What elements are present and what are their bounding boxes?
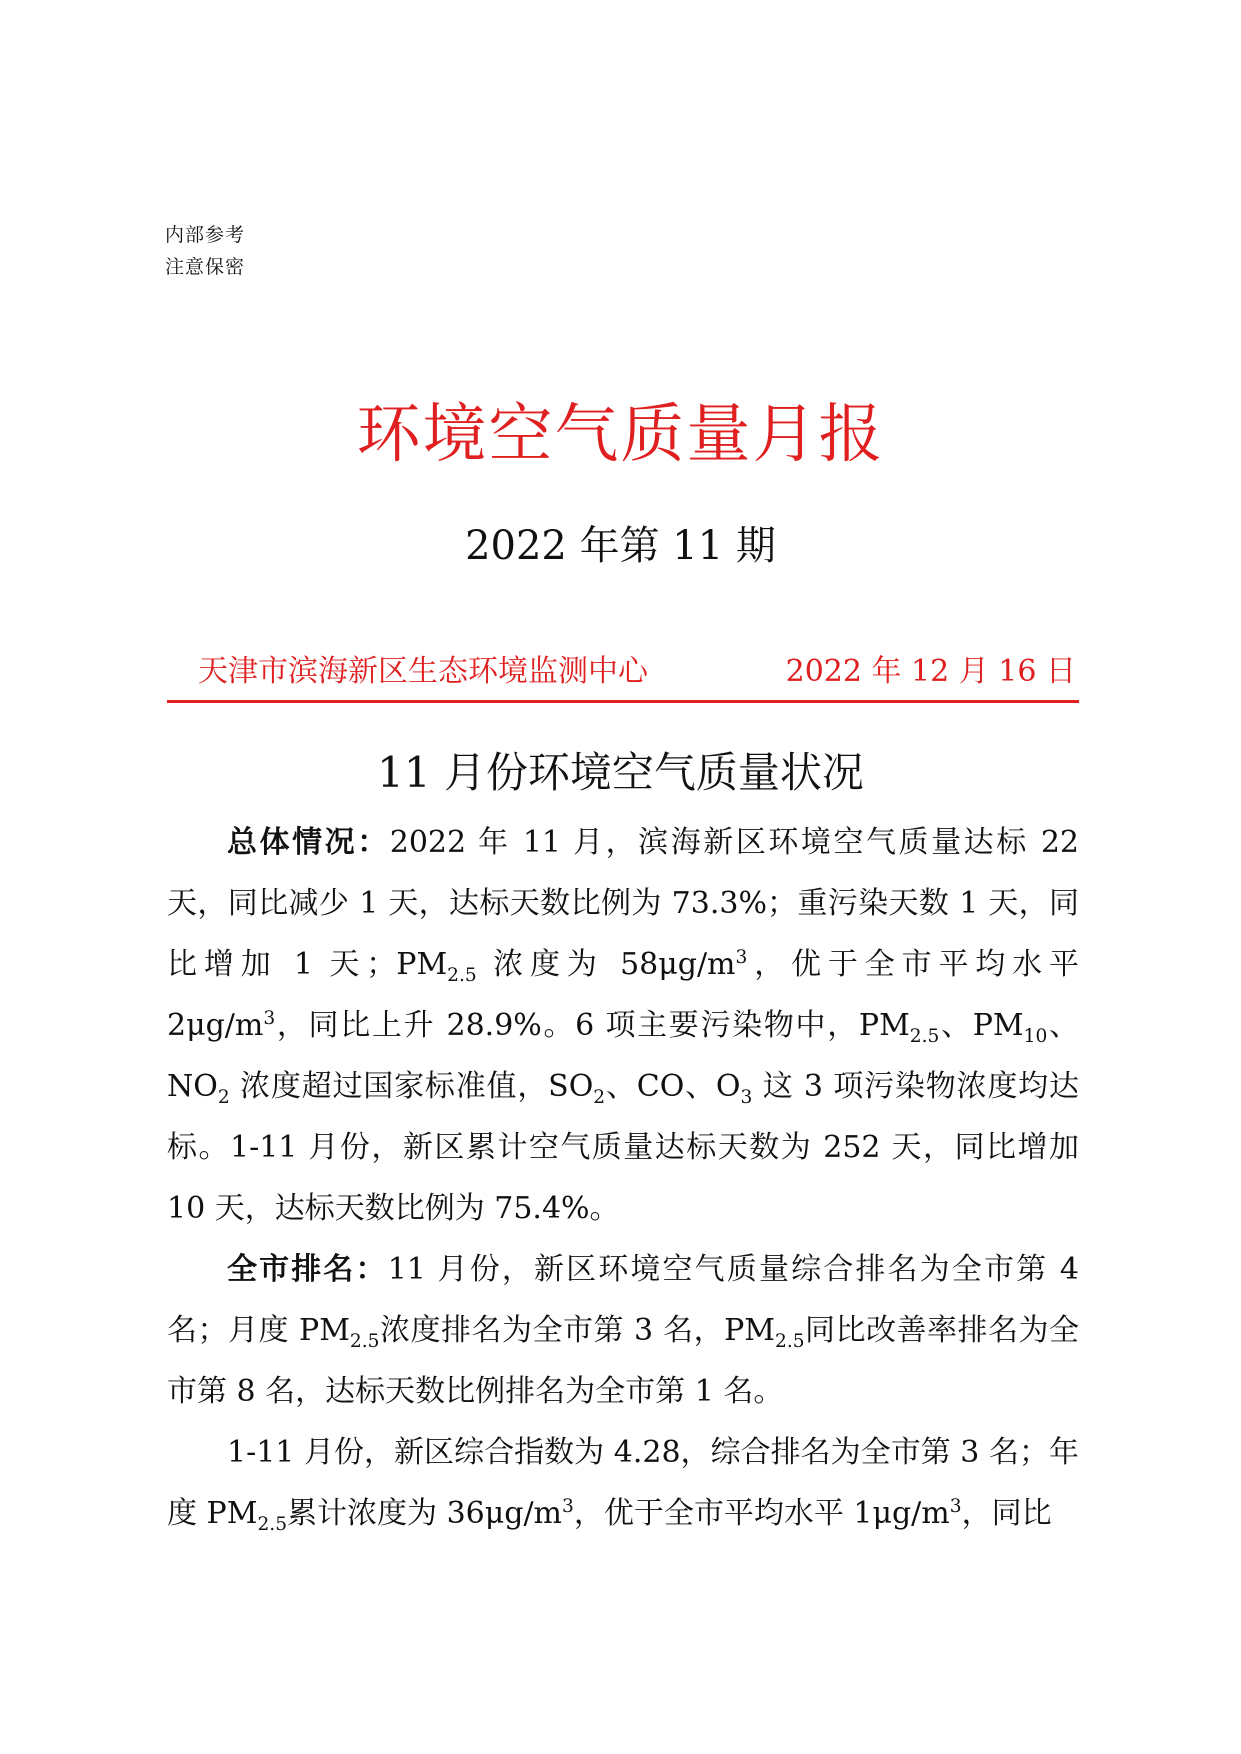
overall-paragraph: 总体情况：2022 年 11 月，滨海新区环境空气质量达标 22 天，同比减少 1 天，达标天数比例为 73.3%；重污染天数 1 天，同比增加 1 天；$PM_{2.5}$ 浓度为 $58\mu g/m^3$，优于全市平均水平 $2\mu g/m^3$，同比上升 28.9%。6 项主要污染物中，$PM_{2.5}$、$PM_{10}$、$NO_2$ 浓度超过国家标准值，$SO_2$、CO、$O_3$ 这 3 项污染物浓度均达标。1-11 月份，新区累计空气质量达标天数为 252 天，同比增加 10 天，达标天数比例为 75.4%。 (167, 825, 1080, 1226)
section-title: 11 月份环境空气质量状况 (377, 748, 864, 797)
confidential-notice-line1: 内部参考 (165, 224, 246, 246)
issue-number: 2022 年第 11 期 (465, 523, 776, 569)
report-body (167, 812, 1079, 1544)
confidential-notice-line2: 注意保密 (165, 256, 246, 278)
ranking-label: 全市排名： (227, 1252, 388, 1287)
issuing-organization: 天津市滨海新区生态环境监测中心 (198, 654, 648, 689)
overall-label: 总体情况： (227, 825, 390, 860)
ranking-paragraph: 全市排名：11 月份，新区环境空气质量综合排名为全市第 4 名；月度 $PM_{2.5}$浓度排名为全市第 3 名，$PM_{2.5}$同比改善率排名为全市第 8 名，达标天数比例排名为全市第 1 名。 (167, 1252, 1080, 1409)
report-title: 环境空气质量月报 (356, 398, 885, 472)
header-divider (167, 700, 1079, 703)
ytd-paragraph: 1-11 月份，新区综合指数为 4.28，综合排名为全市第 3 名；年度 $PM_{2.5}$累计浓度为 $36\mu g/m^3$，优于全市平均水平 $1\mu g/m^3$，同比 (167, 1435, 1079, 1535)
issue-date: 2022 年 12 月 16 日 (785, 654, 1076, 689)
